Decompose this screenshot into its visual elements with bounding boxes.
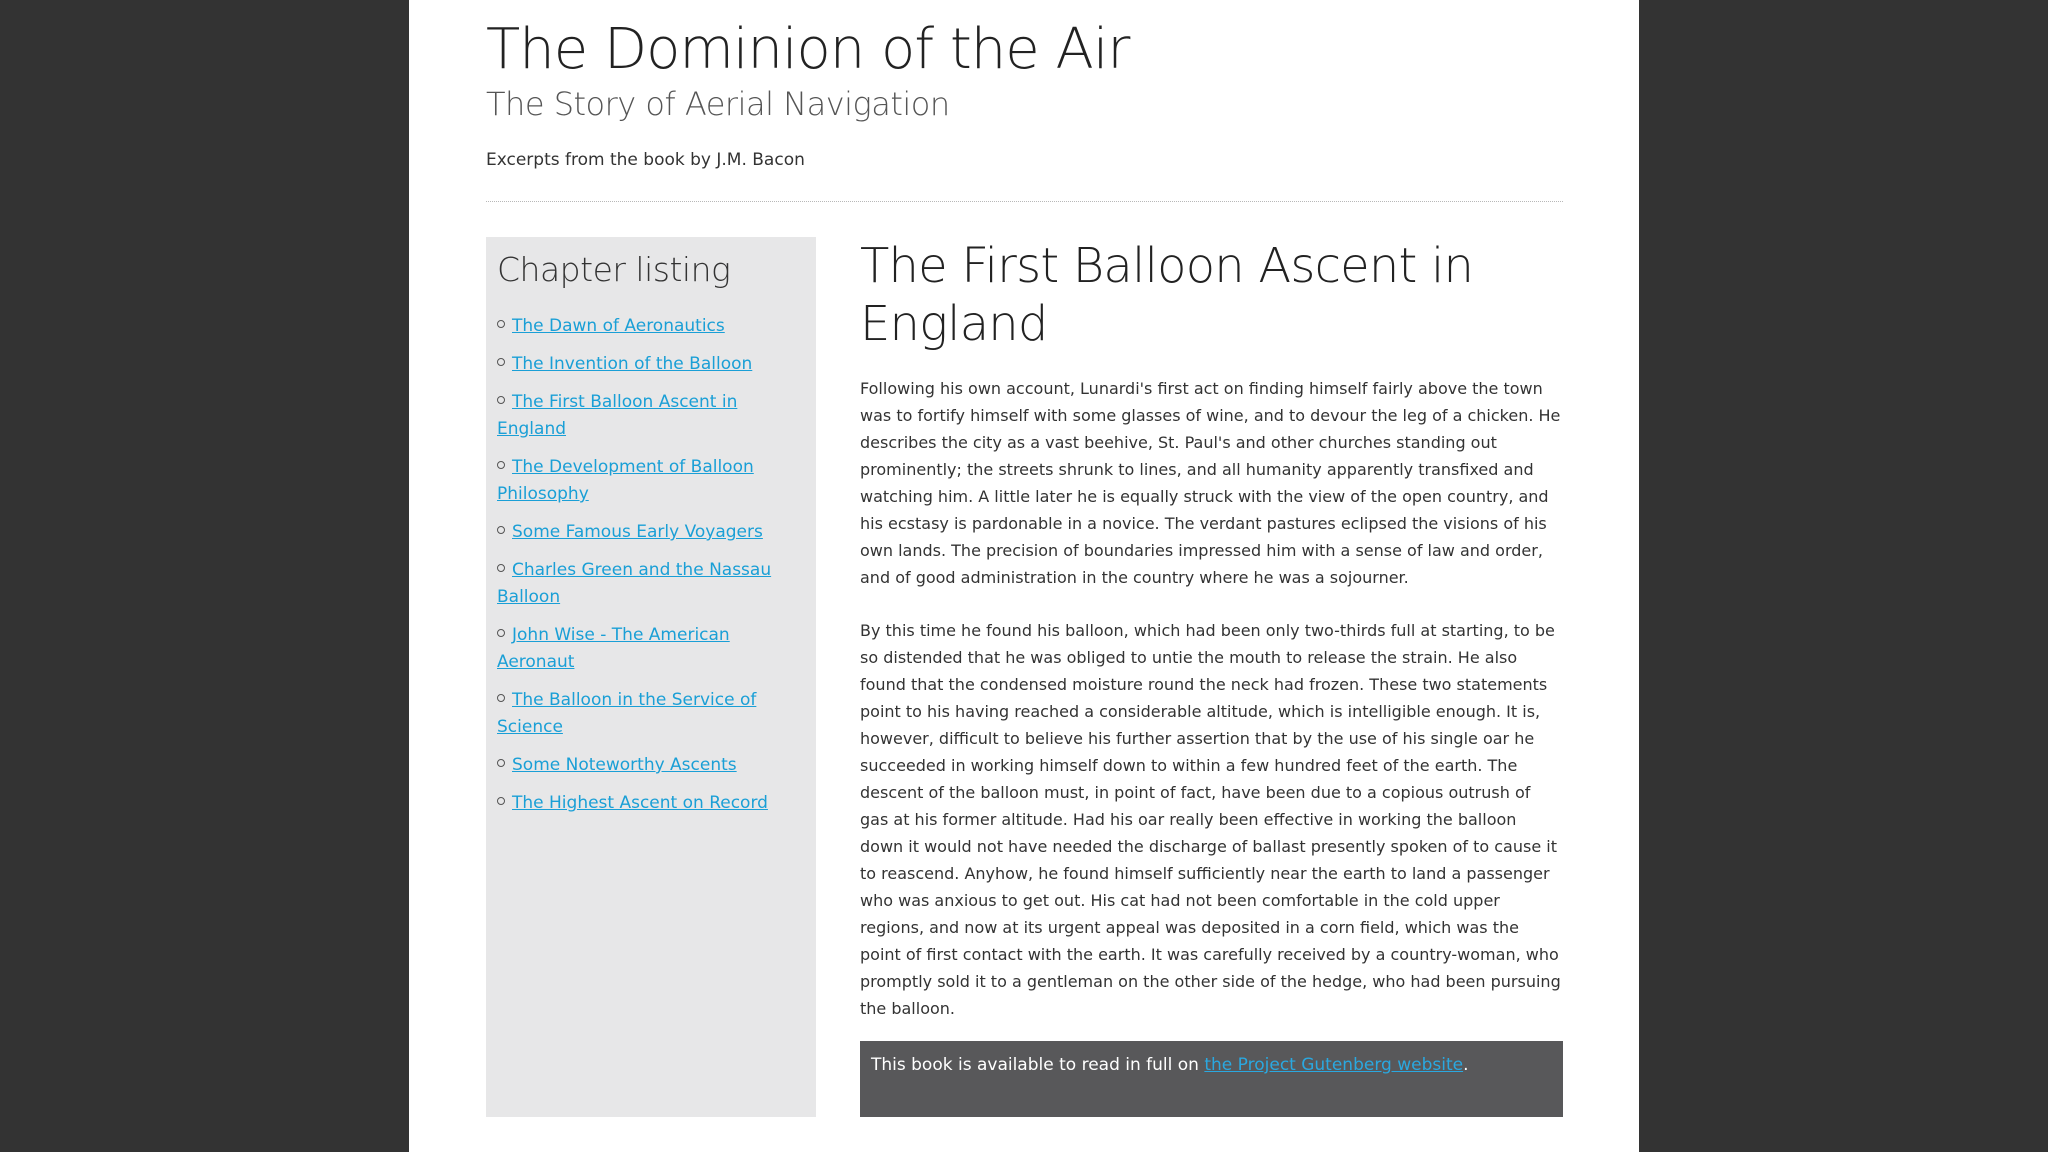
- bullet-icon: [497, 797, 505, 805]
- main-content: [860, 237, 1563, 1075]
- chapter-link-highest-ascent[interactable]: The Highest Ascent on Record: [512, 793, 768, 813]
- chapter-link-john-wise[interactable]: John Wise - The American Aeronaut: [497, 625, 730, 672]
- bullet-icon: [497, 396, 505, 404]
- chapter-link-charles-green[interactable]: Charles Green and the Nassau Balloon: [497, 560, 772, 607]
- list-item: [497, 351, 807, 378]
- list-item: [497, 389, 807, 443]
- list-item: [497, 519, 807, 546]
- footer-notice: [860, 1041, 1563, 1117]
- list-item: [497, 557, 807, 611]
- site-title: The Dominion of the Air: [486, 17, 1130, 82]
- bullet-icon: [497, 629, 505, 637]
- chapter-link-noteworthy-ascents[interactable]: Some Noteworthy Ascents: [512, 755, 737, 775]
- bullet-icon: [497, 320, 505, 328]
- chapter-link-dawn-of-aeronautics[interactable]: The Dawn of Aeronautics: [512, 316, 725, 336]
- list-item: [497, 622, 807, 676]
- chapter-link-invention-of-the-balloon[interactable]: The Invention of the Balloon: [512, 354, 753, 374]
- site-subtitle: The Story of Aerial Navigation: [486, 85, 950, 123]
- site-tagline: Excerpts from the book by J.M. Bacon: [486, 150, 805, 170]
- list-item: [497, 313, 807, 340]
- footer-text-before: This book is available to read in full on: [871, 1055, 1205, 1075]
- bullet-icon: [497, 461, 505, 469]
- footer-text: [871, 1052, 1468, 1078]
- bullet-icon: [497, 694, 505, 702]
- list-item: [497, 454, 807, 508]
- article-paragraph: Following his own account, Lunardi's first act on finding himself fairly above the town was to fortify himself with some glasses of wine, and to devour the leg of a chicken. He describes the city as a vast beehive, St. Paul's and other churches standing out prominently; the streets shrunk to lines, and all humanity apparently transfixed and watching him. A little later he is equally struck with the view of the open country, and his ecstasy is pardonable in a novice. The verdant pastures eclipsed the visions of his own lands. The precision of boundaries impressed him with a sense of law and order, and of good administration in the country where he was a sojourner.: [860, 379, 1561, 587]
- bullet-icon: [497, 358, 505, 366]
- chapter-link-early-voyagers[interactable]: Some Famous Early Voyagers: [512, 522, 763, 542]
- article-title: The First Balloon Ascent in England: [860, 238, 1474, 352]
- footer-text-after: .: [1463, 1055, 1469, 1075]
- chapter-link-service-of-science[interactable]: The Balloon in the Service of Science: [497, 690, 757, 737]
- gutenberg-link[interactable]: the Project Gutenberg website: [1204, 1055, 1464, 1075]
- list-item: [497, 752, 807, 779]
- sidebar-heading: Chapter listing: [497, 250, 731, 289]
- list-item: [497, 790, 807, 817]
- page: [409, 0, 1639, 1152]
- chapter-link-first-balloon-ascent[interactable]: The First Balloon Ascent in England: [497, 392, 738, 439]
- header-divider: [486, 201, 1563, 202]
- list-item: [497, 687, 807, 741]
- bullet-icon: [497, 526, 505, 534]
- article-paragraph: By this time he found his balloon, which had been only two-thirds full at starting, to be so distended that he was obliged to untie the mouth to release the strain. He also found that the condensed moisture round the neck had frozen. These two statements point to his having reached a considerable altitude, which is intelligible enough. It is, however, difficult to believe his further assertion that by the use of his single oar he succeeded in working himself down to within a few hundred feet of the earth. The descent of the balloon must, in point of fact, have been due to a copious outrush of gas at his former altitude. Had his oar really been effective in working the balloon down it would not have needed the discharge of ballast presently spoken of to cause it to reascend. Anyhow, he found himself sufficiently near the earth to land a passenger who was anxious to get out. His cat had not been comfortable in the cold upper regions, and now at its urgent appeal was deposited in a corn field, which was the point of first contact with the earth. It was carefully received by a country-woman, who promptly sold it to a gentleman on the other side of the hedge, who had been pursuing the balloon.: [860, 621, 1561, 1018]
- bullet-icon: [497, 564, 505, 572]
- chapter-link-balloon-philosophy[interactable]: The Development of Balloon Philosophy: [497, 457, 754, 504]
- chapter-list: [497, 313, 807, 828]
- bullet-icon: [497, 759, 505, 767]
